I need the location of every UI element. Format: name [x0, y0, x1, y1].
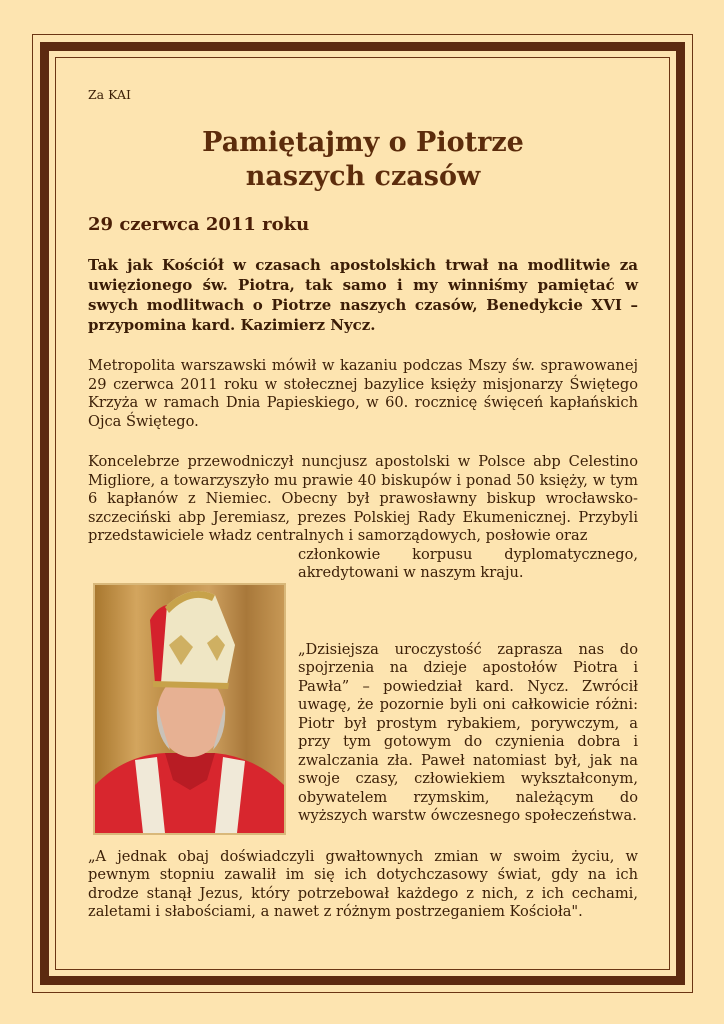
cardinal-portrait-photo	[93, 583, 286, 835]
source-credit: Za KAI	[88, 87, 131, 102]
article-date: 29 czerwca 2011 roku	[88, 214, 310, 235]
title-line-2: naszych czasów	[245, 161, 481, 192]
paragraph-2: Koncelebrze przewodniczył nuncjusz apostolski w Polsce abp Celestino Migliore, a towarzyszyło mu prawie 40 biskupów i ponad 50 księży, w tym 6 kapłanów z Niemiec. Obecny był prawosławny biskup wrocławsko-szczeciński abp Jeremiasz, prezes Polskiej Rady Ekumenicznej. Przybyli przedstawiciele władz centralnych i samorządowych, posłowie oraz	[88, 453, 638, 544]
paragraph-1: Metropolita warszawski mówił w kazaniu podczas Mszy św. sprawowanej 29 czerwca 2011 roku w stołecznej bazylice księży misjonarzy Świętego Krzyża w ramach Dnia Papieskiego, w 60. rocznicę święceń kapłańskich Ojca Świętego.	[88, 357, 638, 430]
mitre	[155, 591, 235, 685]
title-line-1: Pamiętajmy o Piotrze	[202, 127, 524, 158]
paragraph-4: „A jednak obaj doświadczyli gwałtownych zmian w swoim życiu, w pewnym stopniu zawalił im się ich dotychczasowy świat, gdy na ich drodze stanął Jezus, który potrzebował każdego z nich, z ich cechami, zaletami i słabościami, a nawet z różnym postrzeganiem Kościoła".	[88, 847, 638, 920]
paragraph-2-continued: członkowie korpusu dyplomatycznego, akredytowani w naszym kraju.	[298, 545, 638, 581]
article	[88, 80, 638, 922]
paragraph-3: „Dzisiejsza uroczystość zaprasza nas do spojrzenia na dzieje apostołów Piotra i Pawła” – powiedział kard. Nycz. Zwrócił uwagę, że pozornie byli oni całkowicie różni: Piotr był prostym rybakiem, porywczym, a przy tym gotowym do czynienia dobra i zwalczania zła. Paweł natomiast był, jak na swoje czasy, człowiekiem wykształconym, obywatelem rzymskim, należącym do wyższych warstw ówczesnego społeczeństwa.	[298, 640, 638, 824]
portrait-illustration	[95, 585, 284, 833]
article-title	[88, 126, 638, 194]
lead-paragraph: Tak jak Kościół w czasach apostolskich trwał na modlitwie za uwięzionego św. Piotra, tak samo i my winniśmy pamiętać w swych modlitwach o Piotrze naszych czasów, Benedykcie XVI – przypomina kard. Kazimierz Nycz.	[88, 256, 638, 334]
